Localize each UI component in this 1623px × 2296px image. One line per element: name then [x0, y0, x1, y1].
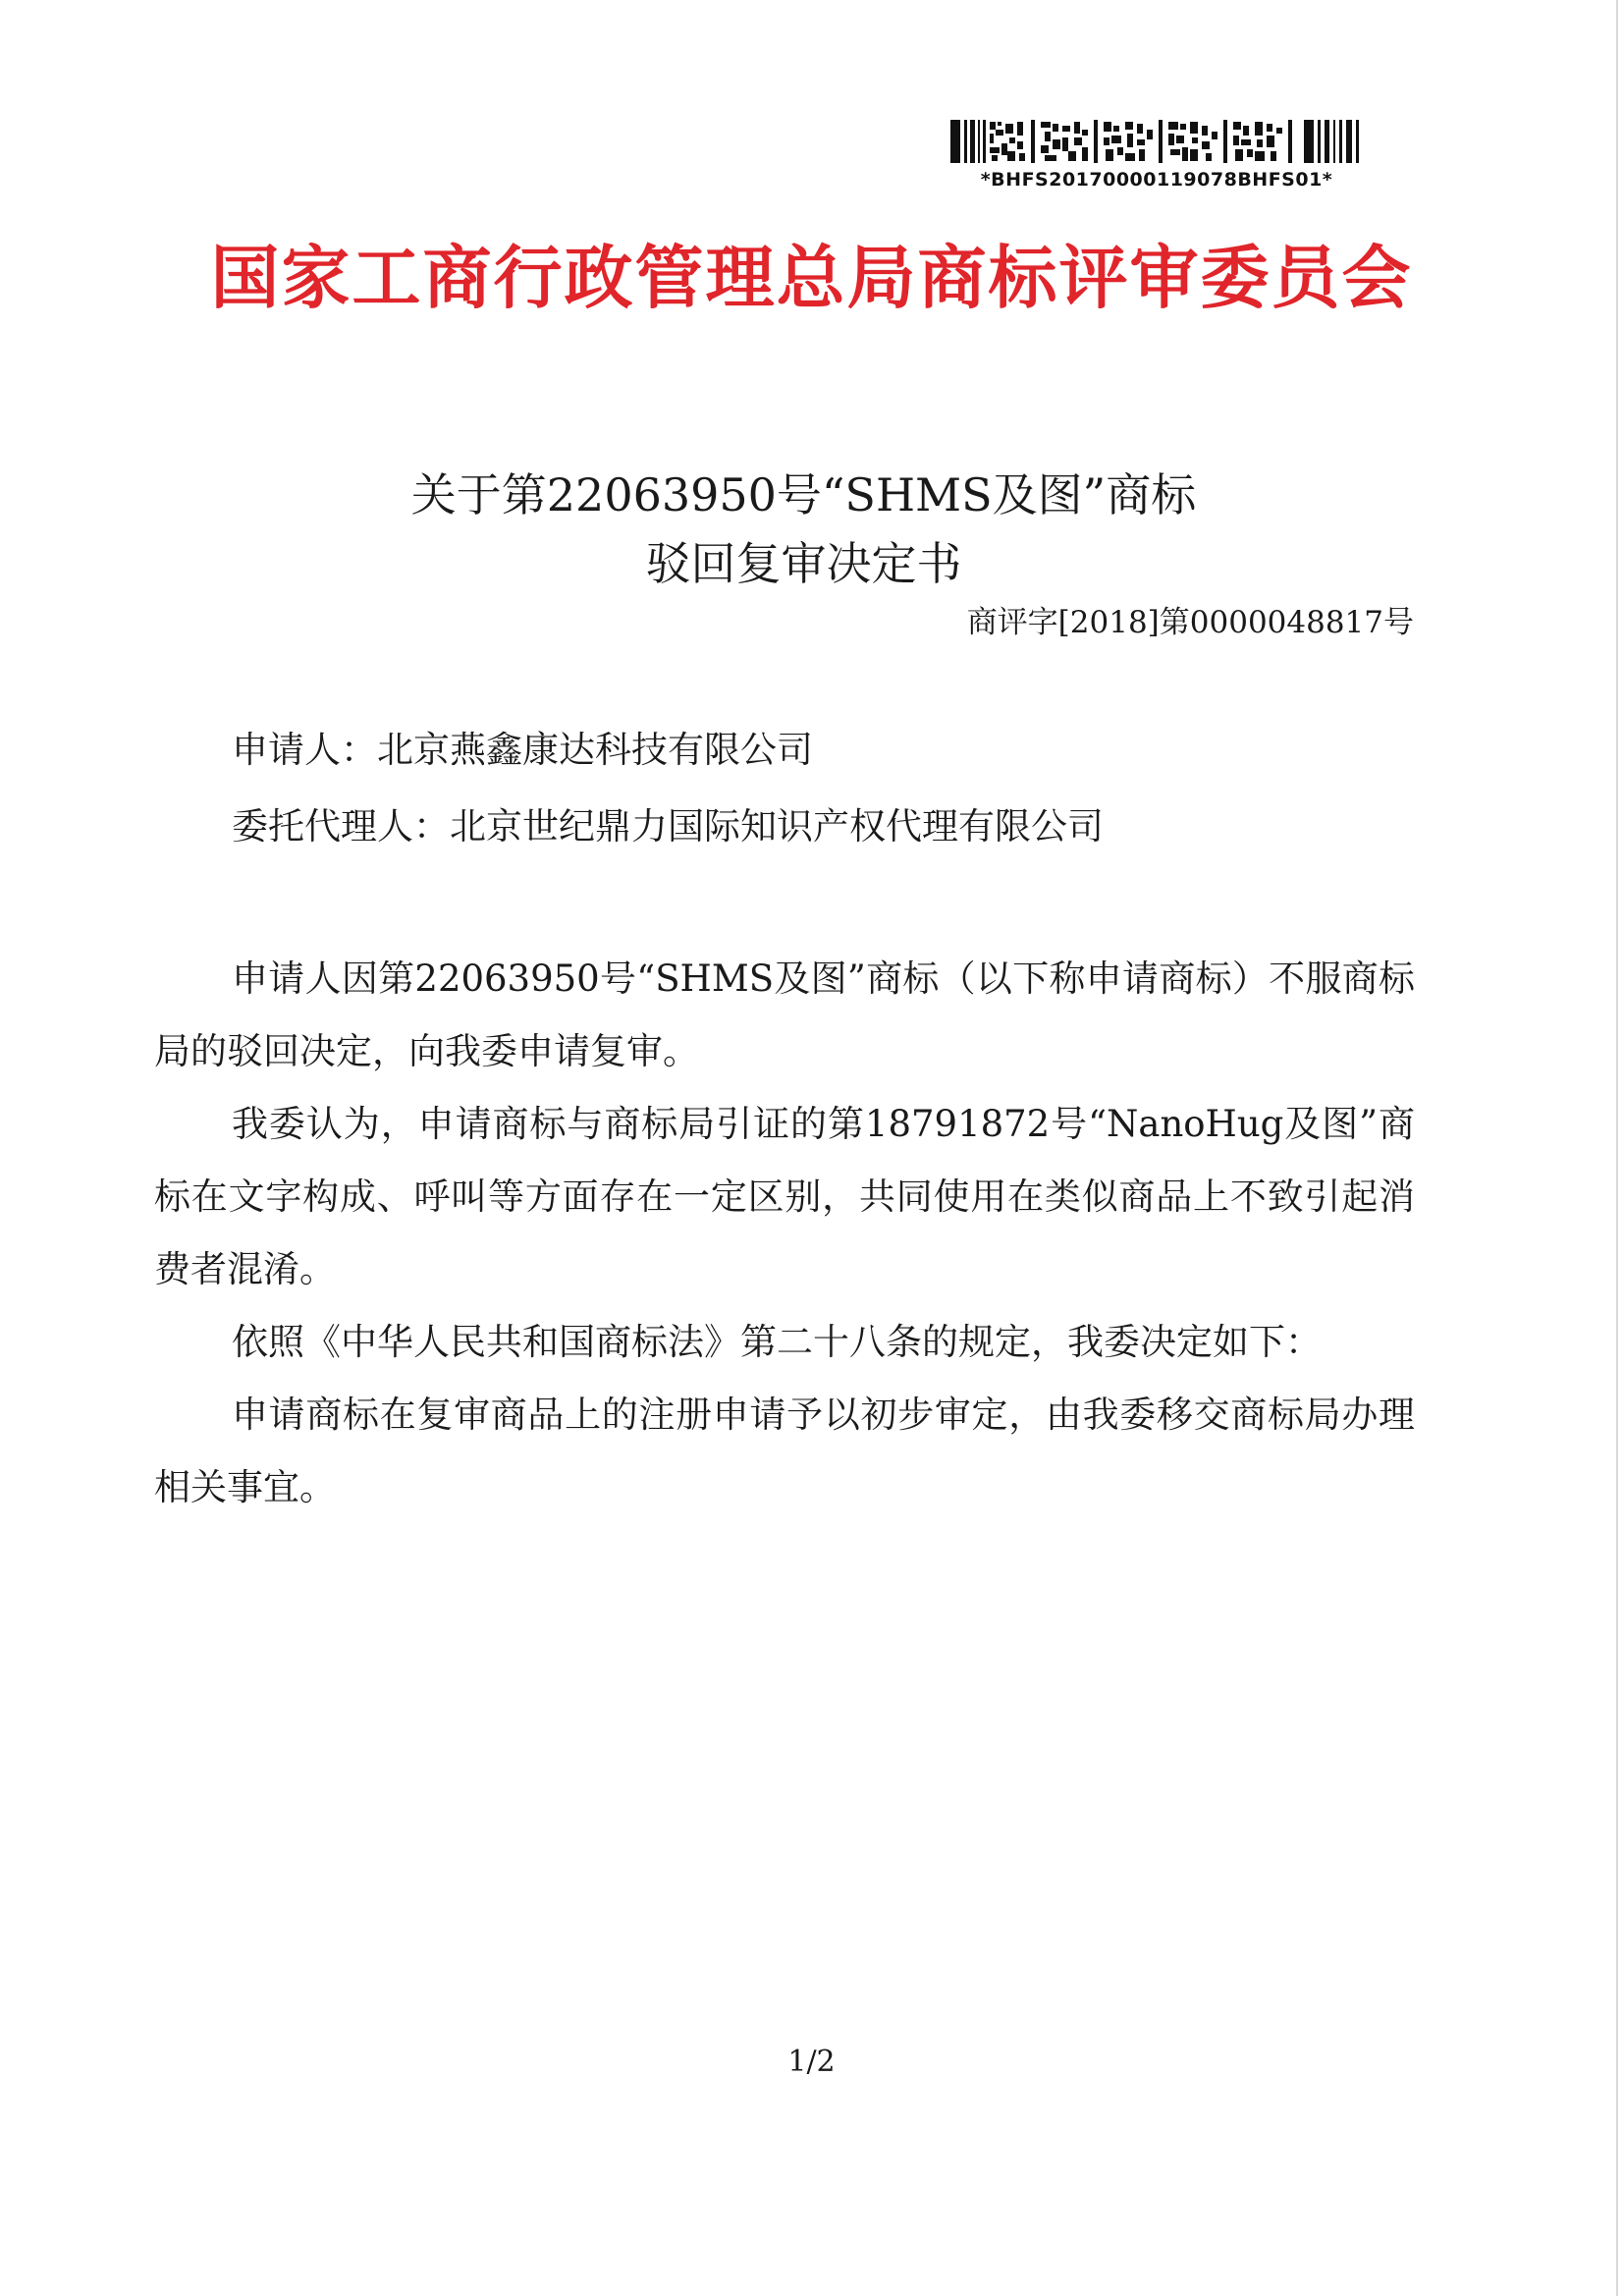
applicant-line: 申请人：北京燕鑫康达科技有限公司	[232, 729, 813, 771]
page-number: 1/2	[787, 2045, 836, 2079]
body-paragraph-3: 依照《中华人民共和国商标法》第二十八条的规定，我委决定如下：	[232, 1321, 1322, 1363]
organization-header: 国家工商行政管理总局商标评审委员会	[210, 238, 1413, 318]
scan-edge-line	[1616, 0, 1618, 2296]
body-paragraph-2: 我委认为，申请商标与商标局引证的第18791872号“NanoHug及图”商标在文字构成、呼叫等方面存在一定区别，共同使用在类似商品上不致引起消费者混淆。	[154, 1103, 1415, 1290]
document-title-line-2: 驳回复审决定书	[645, 537, 962, 590]
barcode-number: *BHFS20170000119078BHFS01*	[980, 169, 1333, 191]
body-paragraph-1: 申请人因第22063950号“SHMS及图”商标（以下称申请商标）不服商标局的驳回决定，向我委申请复审。	[154, 957, 1415, 1072]
agent-line: 委托代理人：北京世纪鼎力国际知识产权代理有限公司	[232, 805, 1104, 847]
barcode-block	[950, 120, 1363, 191]
document-title-line-1: 关于第22063950号“SHMS及图”商标	[410, 468, 1197, 521]
document-reference-number: 商评字[2018]第0000048817号	[966, 605, 1414, 640]
body-paragraph-4: 申请商标在复审商品上的注册申请予以初步审定，由我委移交商标局办理相关事宜。	[154, 1394, 1415, 1508]
barcode-image	[950, 120, 1363, 163]
